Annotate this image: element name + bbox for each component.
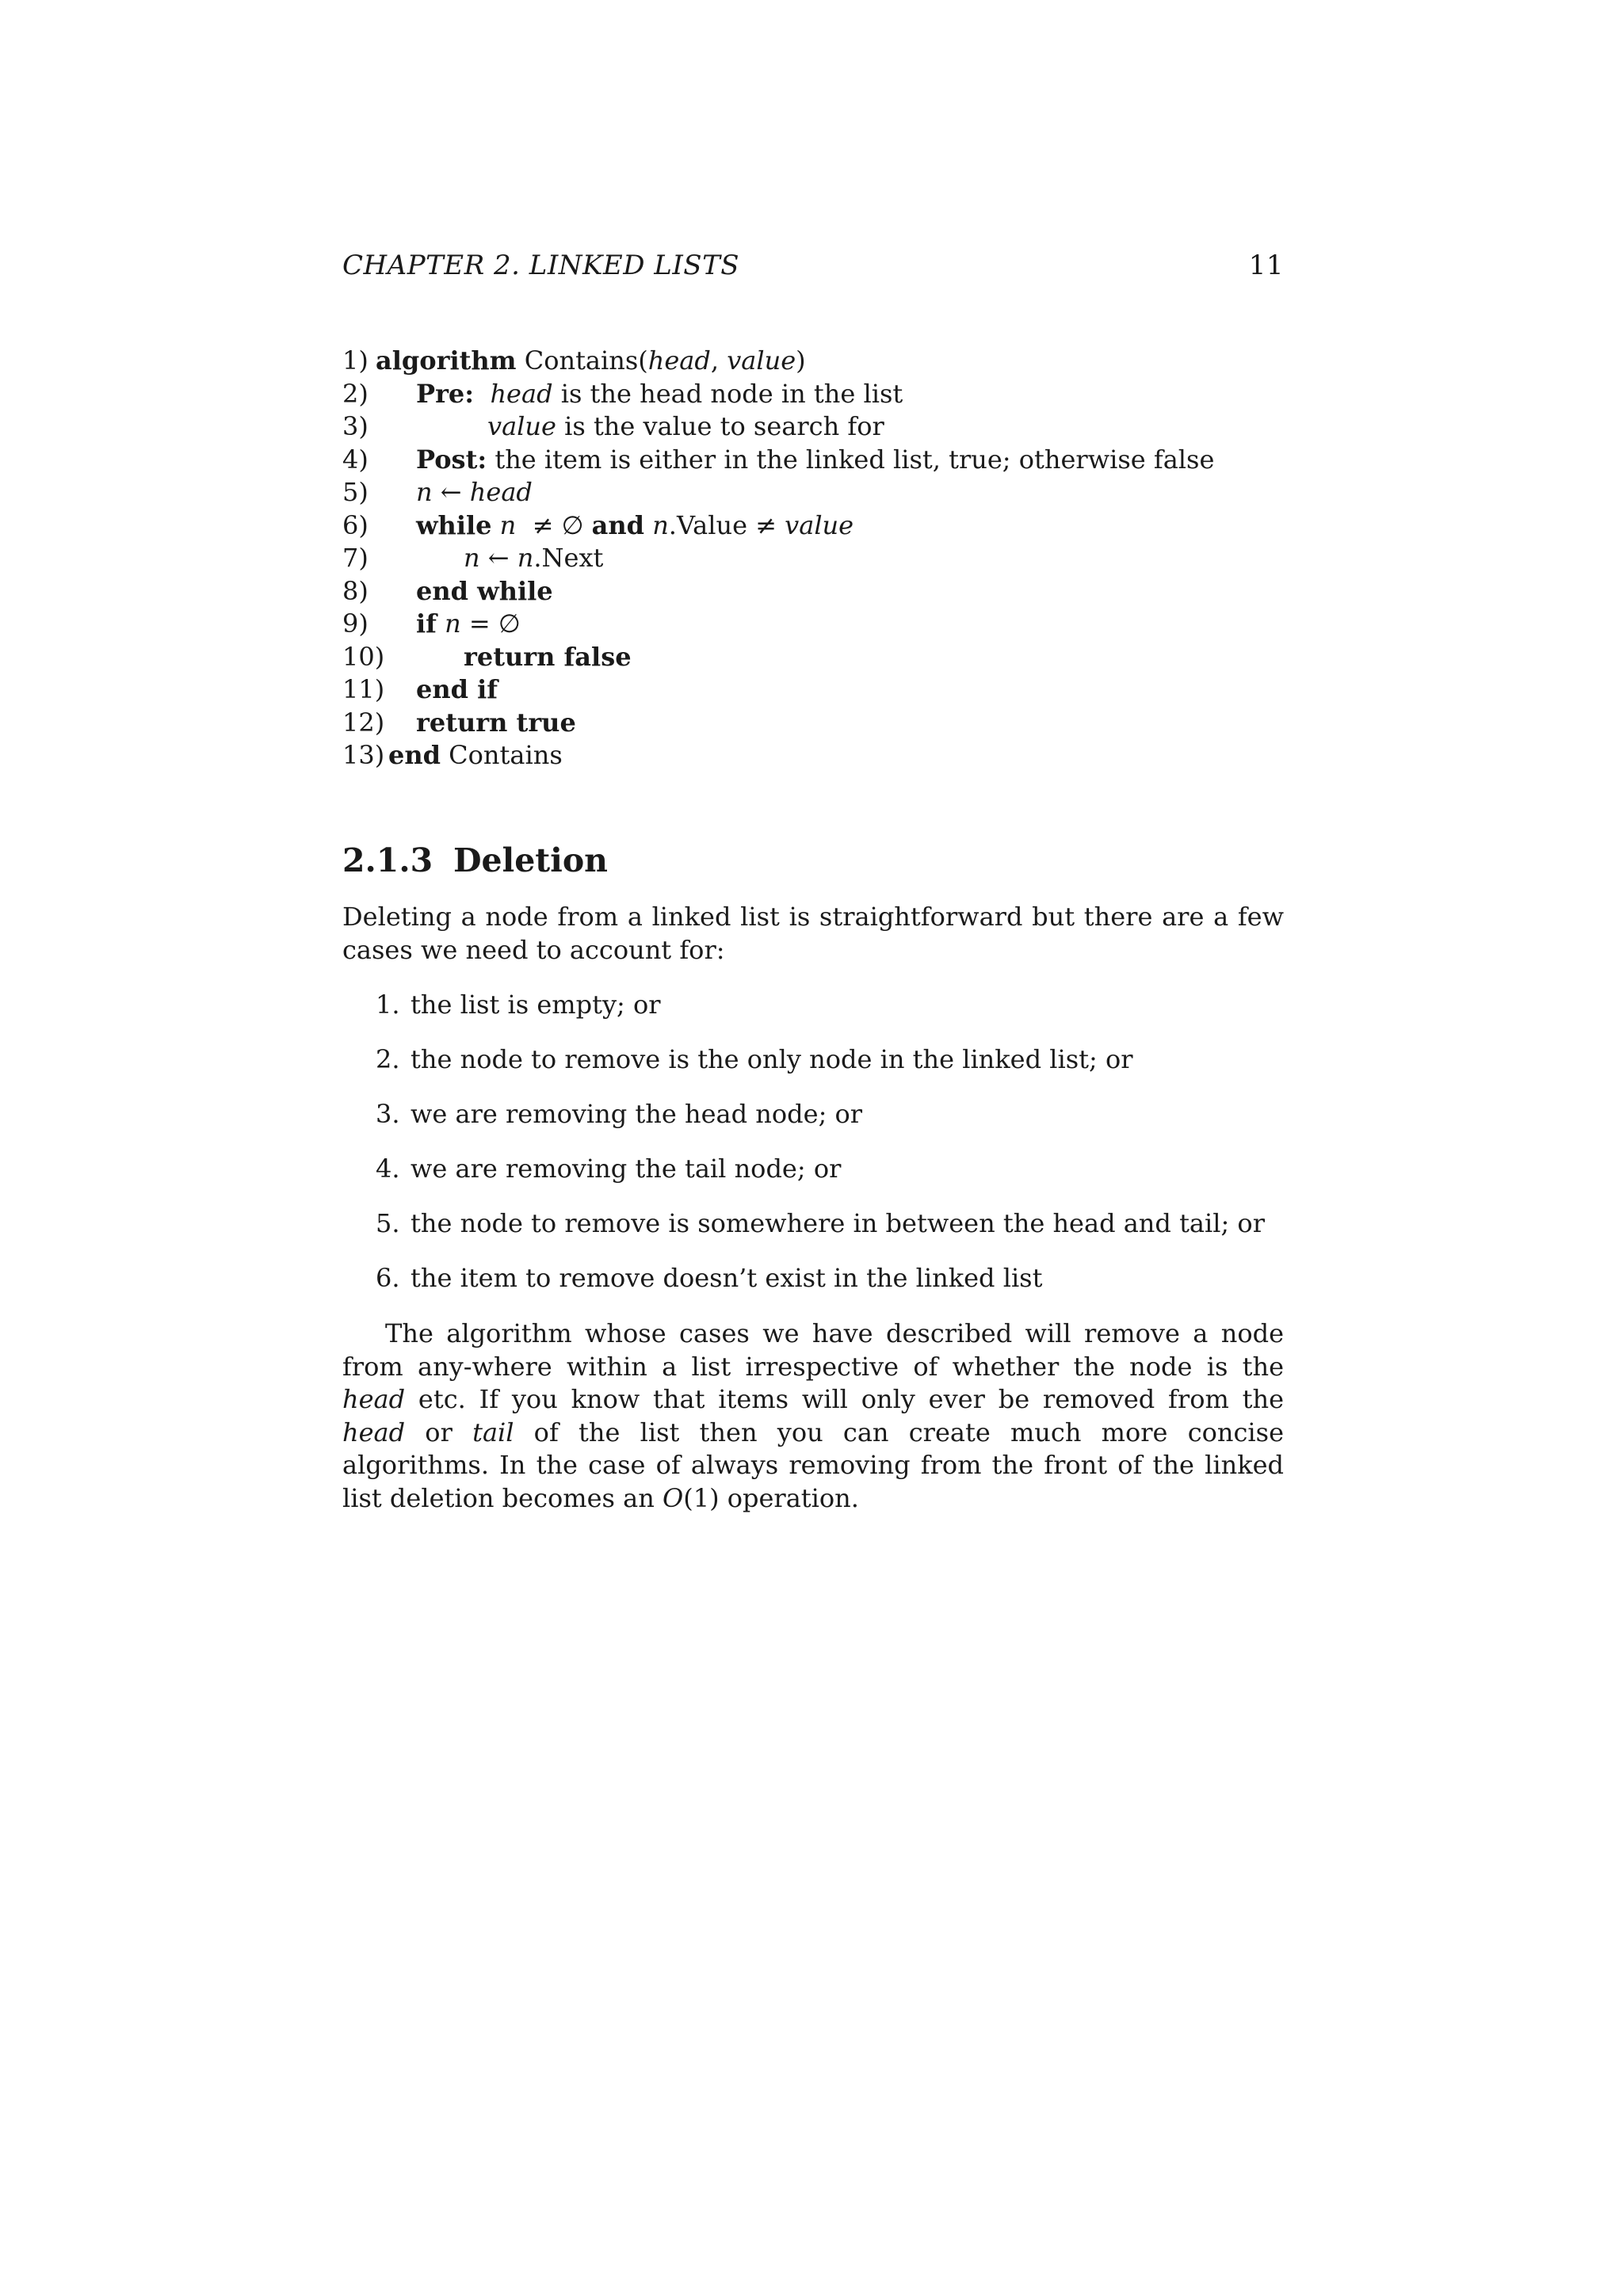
line-number: 3) [342, 411, 369, 441]
line-code: return false [464, 641, 632, 672]
list-item-text: the item to remove doesn’t exist in the linked list [411, 1263, 1043, 1293]
line-code: n ← head [416, 477, 533, 507]
list-item-text: the node to remove is somewhere in between the head and tail; or [411, 1208, 1265, 1238]
line-number: 5) [342, 477, 369, 507]
list-item [342, 1153, 1284, 1207]
line-number: 4) [342, 444, 369, 475]
closing-paragraph: The algorithm whose cases we have described will remove a node from any-where within a list irrespective of whether the node is the head etc. If you know that items will only ever be removed from the head or tail of the list then you can create much more concise algorithms. In the case of always removing from the front of the linked list deletion becomes an O(1) operation. [342, 1318, 1285, 1513]
list-item-number: 1. [376, 990, 400, 1020]
algorithm-line [342, 509, 1293, 543]
line-code: if n = ∅ [416, 608, 521, 639]
list-item-text: we are removing the head node; or [411, 1099, 863, 1129]
list-item-number: 3. [376, 1099, 400, 1129]
algorithm-contains [342, 345, 1293, 772]
line-code: n ← n.Next [464, 543, 604, 573]
algorithm-line [342, 476, 1293, 509]
list-item [342, 1207, 1284, 1262]
line-number: 8) [342, 575, 369, 606]
list-item-text: we are removing the tail node; or [411, 1154, 842, 1184]
algorithm-line [342, 378, 1293, 411]
algorithm-line [342, 410, 1293, 444]
line-number: 11) [342, 674, 385, 704]
list-item-number: 2. [376, 1044, 400, 1074]
line-code: Post: the item is either in the linked list, true; otherwise false [416, 444, 1215, 475]
section-number: 2.1.3 [342, 841, 433, 879]
deletion-cases-list [342, 989, 1284, 1317]
line-code: return true [416, 707, 576, 738]
list-item [342, 1098, 1284, 1153]
line-code: while n ≠ ∅ and n.Value ≠ value [416, 509, 854, 540]
algorithm-line [342, 444, 1293, 477]
algorithm-line [342, 608, 1293, 641]
page-number: 11 [1248, 250, 1284, 281]
list-item-number: 4. [376, 1154, 400, 1184]
list-item-number: 6. [376, 1263, 400, 1293]
list-item [342, 1262, 1284, 1317]
algorithm-line [342, 542, 1293, 575]
line-number: 2) [342, 378, 369, 409]
algorithm-line [342, 673, 1293, 707]
line-number: 6) [342, 509, 369, 540]
line-code: Pre: head is the head node in the list [416, 378, 903, 409]
algorithm-line [342, 345, 1293, 378]
intro-paragraph: Deleting a node from a linked list is straightforward but there are a few cases we need to account for: [342, 902, 1284, 965]
algorithm-line [342, 575, 1293, 608]
list-item-number: 5. [376, 1208, 400, 1238]
chapter-title: CHAPTER 2. LINKED LISTS [342, 250, 740, 281]
list-item-text: the node to remove is the only node in the linked list; or [411, 1044, 1133, 1074]
algorithm-line [342, 641, 1293, 674]
section-title: Deletion [453, 841, 608, 879]
section-heading [342, 841, 608, 879]
list-item-text: the list is empty; or [411, 990, 661, 1020]
algorithm-line [342, 707, 1293, 740]
list-item [342, 1043, 1284, 1098]
line-code: value is the value to search for [487, 411, 884, 441]
line-number: 10) [342, 641, 385, 672]
line-code: end Contains [388, 740, 563, 770]
line-number: 1) [342, 345, 369, 376]
line-number: 9) [342, 608, 369, 639]
algorithm-line [342, 739, 1293, 772]
line-code: end while [416, 575, 553, 606]
line-code: end if [416, 674, 498, 704]
line-number: 13) [342, 740, 385, 770]
line-code: algorithm Contains(head, value) [376, 345, 806, 376]
running-header [342, 250, 1284, 284]
line-number: 12) [342, 707, 385, 738]
list-item [342, 989, 1284, 1043]
line-number: 7) [342, 543, 369, 573]
